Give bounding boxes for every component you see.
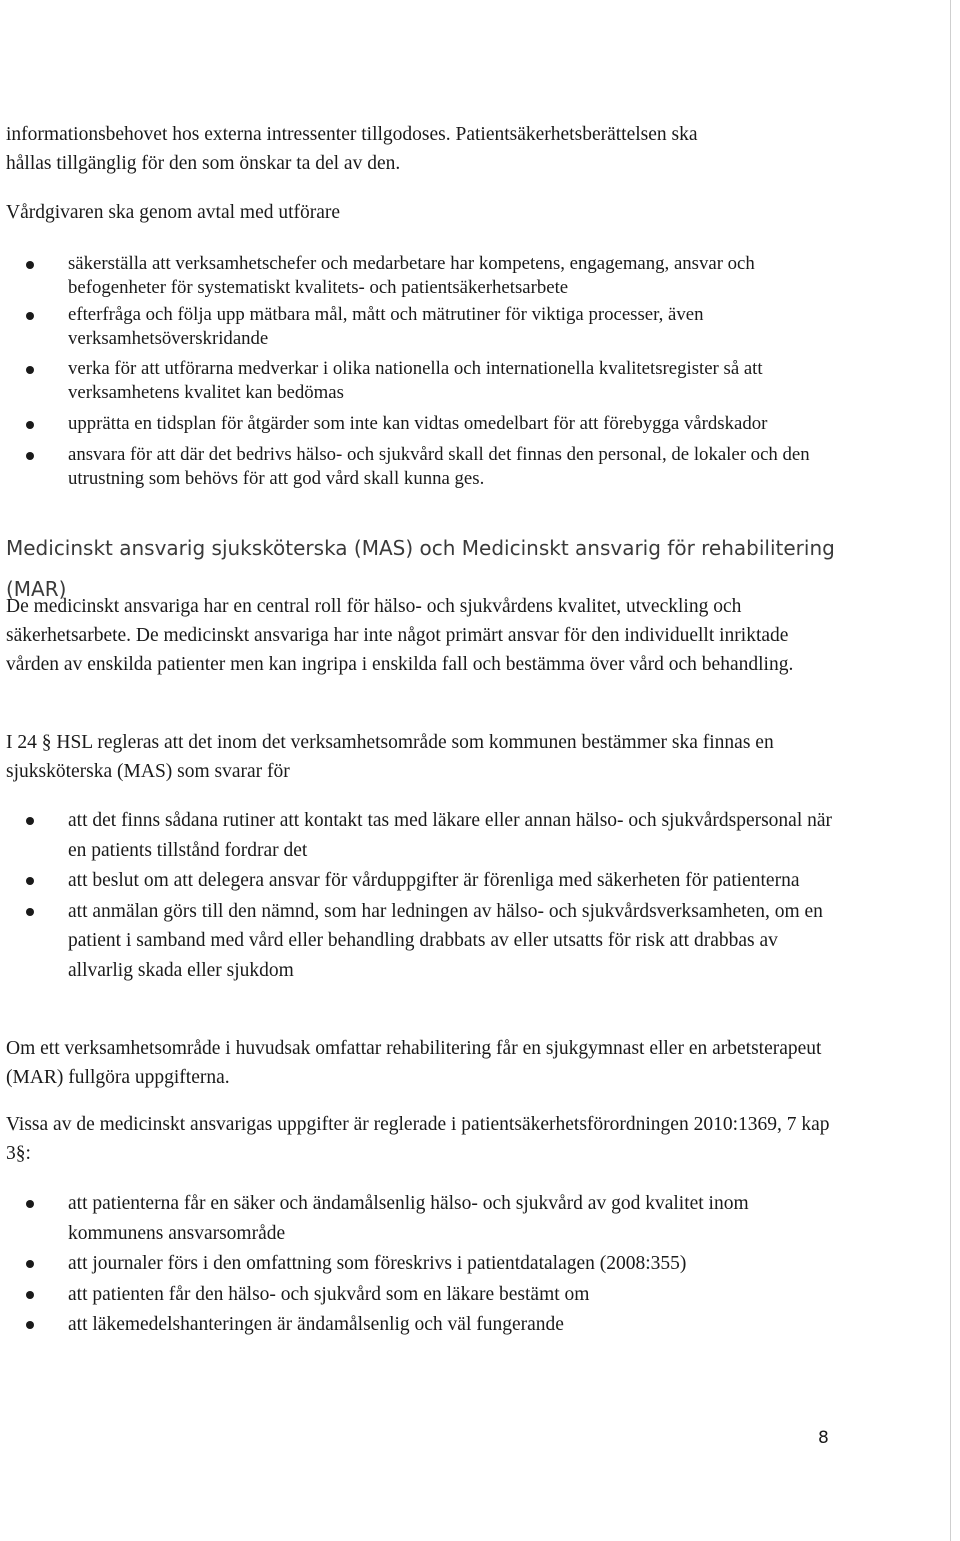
bullet-icon xyxy=(26,1321,34,1329)
caregiver-intro: Vårdgivaren ska genom avtal med utförare xyxy=(6,202,341,223)
regulation-list xyxy=(6,1189,836,1340)
bullet-icon xyxy=(26,366,34,374)
bullet-icon xyxy=(26,421,34,429)
list-item: ansvara för att där det bedrivs hälso- och sjukvård skall det finnas den personal, de lokaler och den utrustning som behövs för att god vård skall kunna ges. xyxy=(6,443,836,492)
list-item: att läkemedelshanteringen är ändamålsenlig och väl fungerande xyxy=(6,1310,836,1340)
rehab-paragraph: Om ett verksamhetsområde i huvudsak omfattar rehabilitering får en sjukgymnast eller en arbetsterapeut (MAR) fullgöra uppgifterna. xyxy=(6,1038,822,1088)
intro-paragraph xyxy=(6,120,836,178)
list-item: att beslut om att delegera ansvar för vårduppgifter är förenliga med säkerheten för patienterna xyxy=(6,866,836,896)
page-number: 8 xyxy=(818,1428,829,1448)
bullet-icon xyxy=(26,312,34,320)
regulation-paragraph: Vissa av de medicinskt ansvarigas uppgifter är reglerade i patientsäkerhetsförordningen 2010:1369, 7 kap 3§: xyxy=(6,1114,830,1164)
list-item: verka för att utförarna medverkar i olika nationella och internationella kvalitetsregister så att verksamhetens kvalitet kan bedömas xyxy=(6,357,836,406)
list-item: säkerställa att verksamhetschefer och medarbetare har kompetens, engagemang, ansvar och befogenheter för systematiskt kvalitets- och patientsäkerhetsarbete xyxy=(6,252,836,301)
intro-line-1: informationsbehovet hos externa intressenter tillgodoses. Patientsäkerhetsberättelsen ska xyxy=(6,124,698,145)
list-item: att patienten får den hälso- och sjukvård som en läkare bestämt om xyxy=(6,1280,836,1310)
list-item: upprätta en tidsplan för åtgärder som inte kan vidtas omedelbart för att förebygga vårdskador xyxy=(6,412,836,436)
list-item: att patienterna får en säker och ändamålsenlig hälso- och sjukvård av god kvalitet inom kommunens ansvarsområde xyxy=(6,1189,836,1248)
intro-line-2: hållas tillgänglig för den som önskar ta del av den. xyxy=(6,153,401,174)
list-item: att journaler förs i den omfattning som föreskrivs i patientdatalagen (2008:355) xyxy=(6,1249,836,1279)
list-item: att det finns sådana rutiner att kontakt tas med läkare eller annan hälso- och sjukvårdspersonal när en patients tillstånd fordrar det xyxy=(6,806,836,865)
mas-list xyxy=(6,806,836,985)
bullet-icon xyxy=(26,908,34,916)
bullet-icon xyxy=(26,877,34,885)
list-item: att anmälan görs till den nämnd, som har ledningen av hälso- och sjukvårdsverksamheten, om en patient i samband med vård eller behandling drabbats av eller utsatts för risk att drabbas av allvarlig skada eller sjukdom xyxy=(6,897,836,986)
bullet-icon xyxy=(26,1291,34,1299)
list-item: efterfråga och följa upp mätbara mål, mått och mätrutiner för viktiga processer, även verksamhetsöverskridande xyxy=(6,303,836,352)
section-heading: Medicinskt ansvarig sjuksköterska (MAS) och Medicinskt ansvarig för rehabilitering (MAR) xyxy=(6,536,835,601)
bullet-icon xyxy=(26,1200,34,1208)
bullet-icon xyxy=(26,817,34,825)
caregiver-list xyxy=(6,252,836,492)
responsibility-paragraph: De medicinskt ansvariga har en central roll för hälso- och sjukvårdens kvalitet, utveckling och säkerhetsarbete. De medicinskt ansvariga har inte något primärt ansvar för den individuellt inriktade vården av enskilda patienter men kan ingripa i enskilda fall och bestämma över vård och behandling. xyxy=(6,596,794,675)
bullet-icon xyxy=(26,261,34,269)
page-edge-line xyxy=(950,0,951,1541)
hsl-paragraph: I 24 § HSL regleras att det inom det verksamhetsområde som kommunen bestämmer ska finnas en sjuksköterska (MAS) som svarar för xyxy=(6,732,774,782)
bullet-icon xyxy=(26,452,34,460)
bullet-icon xyxy=(26,1260,34,1268)
